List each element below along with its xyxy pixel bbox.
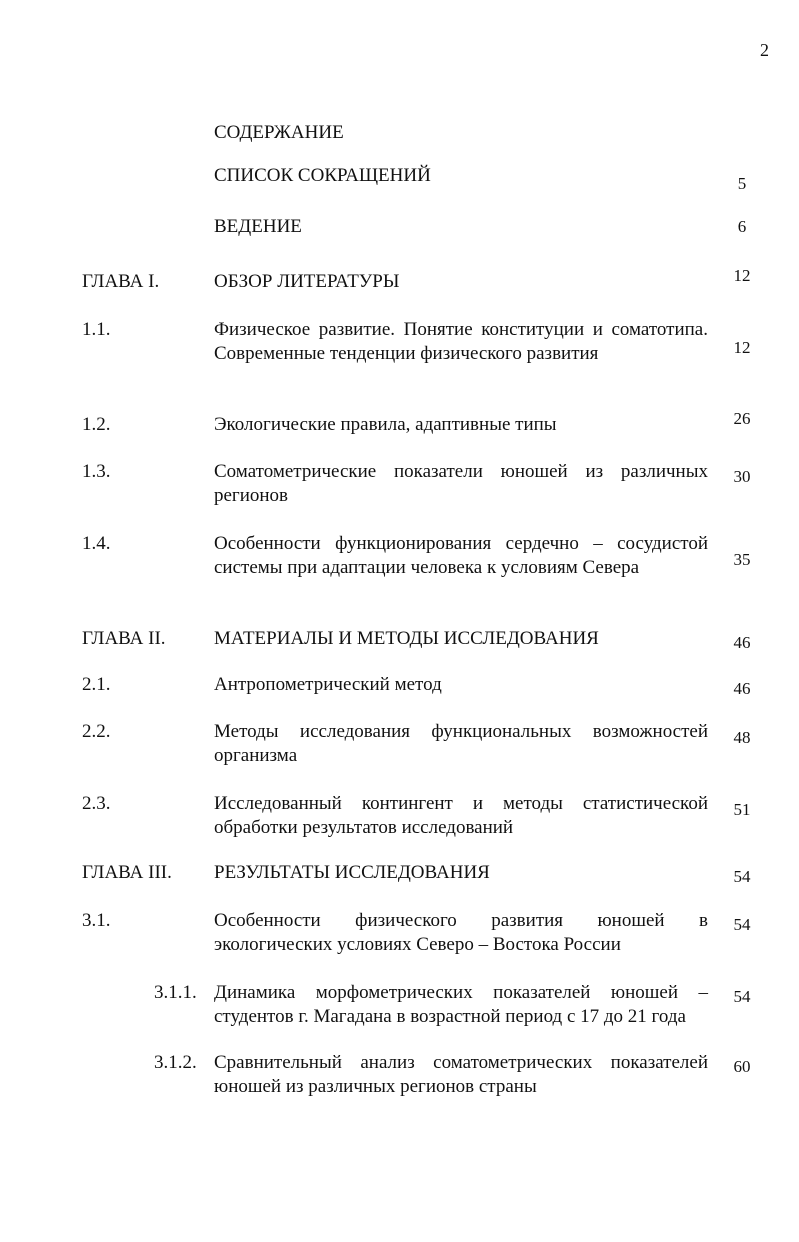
toc-entry-page: 51 [733, 800, 751, 819]
toc-entry-page: 6 [737, 217, 747, 236]
toc-entry-page: 12 [733, 338, 751, 357]
toc-entry-page: 54 [733, 915, 751, 934]
toc-entry-page: 48 [733, 728, 751, 747]
toc-entry-label: 1.1. [82, 319, 111, 340]
toc-entry-text: Экологические правила, адаптивные типы [214, 414, 557, 435]
toc-entry-page: 60 [733, 1057, 751, 1076]
toc-entry-label: 1.2. [82, 414, 111, 435]
page-number: 2 [760, 40, 769, 60]
toc-entry-page: 26 [733, 409, 751, 428]
toc-entry-label: 3.1.1. [154, 982, 197, 1003]
toc-entry-text: Сравнительный анализ соматометрических показателей юношей из различных регионов страны [214, 1052, 708, 1097]
toc-entry-label: ГЛАВА III. [82, 862, 172, 883]
toc-entry-label: 3.1. [82, 910, 111, 931]
toc-entry-text: Антропометрический метод [214, 674, 442, 695]
toc-entry-text: Методы исследования функциональных возможностей организма [214, 721, 708, 766]
toc-entry-label: 2.2. [82, 721, 111, 742]
toc-entry-label: 2.3. [82, 793, 111, 814]
toc-entry-label: ГЛАВА II. [82, 628, 166, 649]
toc-entry-text: ВЕДЕНИЕ [214, 216, 302, 237]
toc-entry-text: Динамика морфометрических показателей юношей – студентов г. Магадана в возрастной период с 17 до 21 года [214, 982, 708, 1027]
toc-entry-label: 1.3. [82, 461, 111, 482]
toc-entry-page: 54 [733, 987, 751, 1006]
toc-entry-page: 35 [733, 550, 751, 569]
toc-entry-page: 46 [733, 633, 751, 652]
toc-entry-text: МАТЕРИАЛЫ И МЕТОДЫ ИССЛЕДОВАНИЯ [214, 628, 599, 649]
toc-entry-text: СПИСОК СОКРАЩЕНИЙ [214, 165, 431, 186]
toc-entry-text: Особенности физического развития юношей в экологических условиях Северо – Востока России [214, 910, 708, 955]
toc-entry-text: ОБЗОР ЛИТЕРАТУРЫ [214, 271, 400, 292]
toc-entry-page: 30 [733, 467, 751, 486]
toc-entry-label: 3.1.2. [154, 1052, 197, 1073]
toc-entry-text: Соматометрические показатели юношей из различных регионов [214, 461, 708, 506]
toc-entry-page: 12 [733, 266, 751, 285]
toc-entry-text: Особенности функционирования сердечно – сосудистой системы при адаптации человека к условиям Севера [214, 533, 708, 578]
toc-entry-text: Исследованный контингент и методы статистической обработки результатов исследований [214, 793, 708, 838]
toc-entry-label: ГЛАВА I. [82, 271, 160, 292]
toc-entry-text: Физическое развитие. Понятие конституции и соматотипа. Современные тенденции физического развития [214, 319, 708, 364]
toc-entry-page: 5 [737, 174, 747, 193]
toc-entry-page: 54 [733, 867, 751, 886]
toc-title: СОДЕРЖАНИЕ [214, 122, 344, 143]
toc-entry-label: 1.4. [82, 533, 111, 554]
toc-entry-text: РЕЗУЛЬТАТЫ ИССЛЕДОВАНИЯ [214, 862, 490, 883]
toc-entry-label: 2.1. [82, 674, 111, 695]
toc-entry-page: 46 [733, 679, 751, 698]
